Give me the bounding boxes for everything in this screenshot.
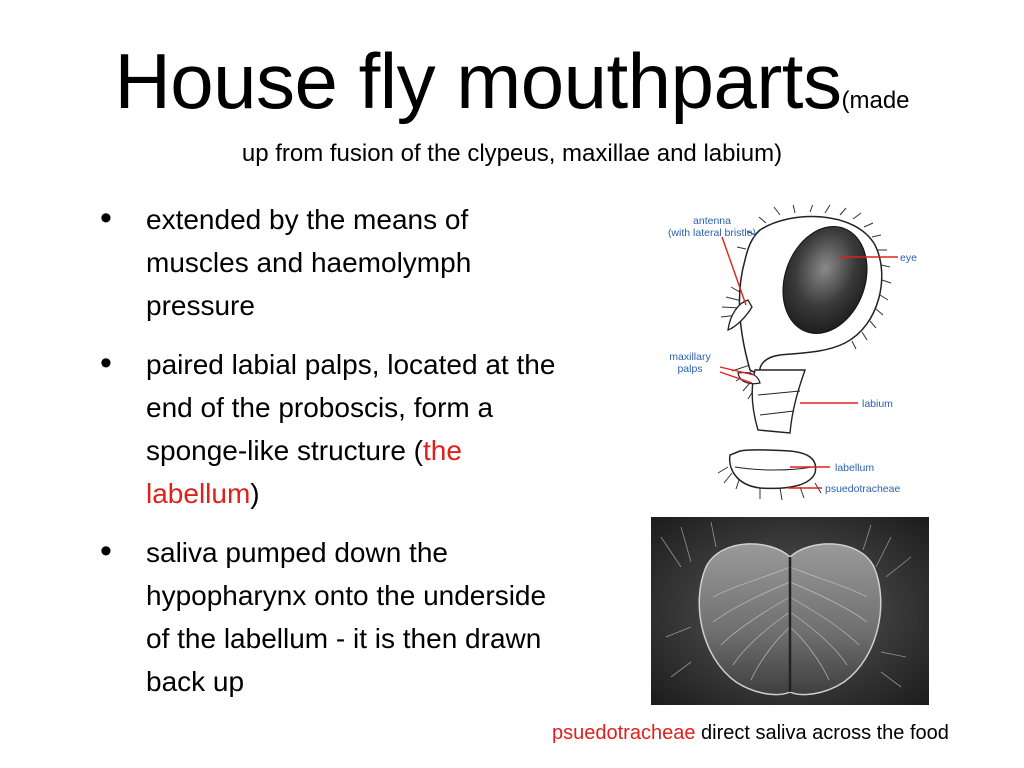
- bullet-item: [100, 531, 570, 703]
- bullet-text: extended by the means of muscles and haemolymph pressure: [146, 204, 472, 321]
- label-labium: labium: [862, 398, 893, 410]
- bullet-text-end: ): [250, 478, 260, 509]
- bullet-dot-icon: •: [100, 532, 112, 570]
- bullet-text: paired labial palps, located at the end of the proboscis, form a sponge-like structure (: [146, 349, 556, 466]
- labellum-shape: [730, 450, 816, 489]
- label-labellum: labellum: [835, 462, 875, 474]
- bullet-item: [100, 198, 570, 327]
- label-eye: eye: [900, 252, 917, 264]
- label-antenna: antenna: [693, 215, 731, 227]
- label-maxillary: maxillary: [669, 351, 711, 363]
- title-subtitle-start: (made: [841, 87, 910, 114]
- label-antenna-note: (with lateral bristle): [667, 227, 757, 239]
- slide-title: [0, 37, 1024, 169]
- bullet-dot-icon: •: [100, 199, 112, 237]
- label-palps: palps: [677, 363, 703, 375]
- caption-text: direct saliva across the food: [695, 722, 949, 744]
- fly-head-diagram: [640, 205, 940, 505]
- labellum-sem-photo: [651, 517, 929, 705]
- bullet-list: [100, 198, 570, 719]
- proboscis: [752, 370, 805, 433]
- title-subtitle: up from fusion of the clypeus, maxillae and labium): [241, 140, 783, 167]
- caption: [552, 722, 949, 745]
- labellum-highlight: the labellum: [146, 435, 462, 509]
- bullet-dot-icon: •: [100, 344, 112, 382]
- title-main: House fly mouthparts: [114, 37, 842, 125]
- bullet-text: saliva pumped down the hypopharynx onto the underside of the labellum - it is then drawn back up: [146, 537, 547, 697]
- caption-highlight: psuedotracheae: [552, 722, 696, 744]
- bullet-item: [100, 343, 570, 515]
- label-psuedotracheae: psuedotracheae: [825, 483, 901, 495]
